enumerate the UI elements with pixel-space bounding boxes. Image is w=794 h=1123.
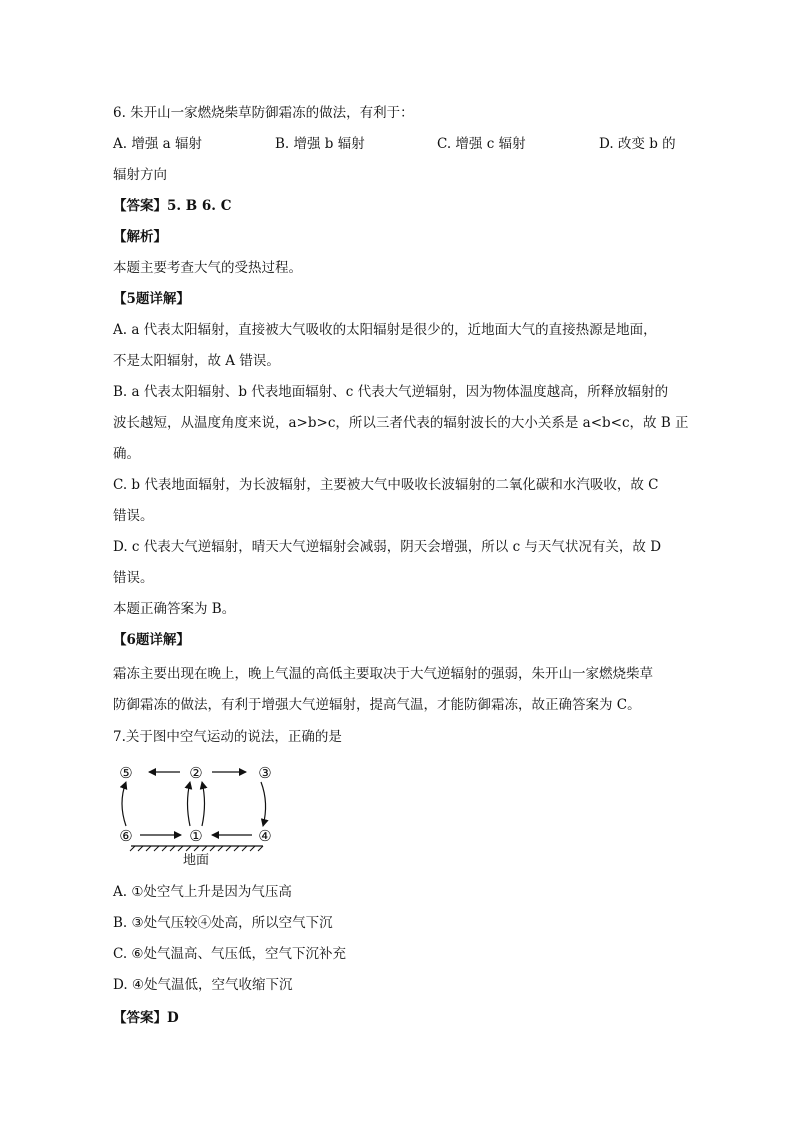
analysis-intro: 本题主要考查大气的受热过程。 [113, 260, 302, 276]
answer-5-6: 【答案】5. B 6. C [113, 198, 232, 214]
analysis-heading: 【解析】 [113, 229, 167, 245]
arrow-1-to-2-right [202, 782, 205, 826]
node-3-label: ③ [258, 764, 272, 782]
q7-option-b: B. ③处气压较④处高，所以空气下沉 [113, 915, 333, 931]
q7-option-c: C. ⑥处气温高、气压低，空气下沉补充 [113, 946, 347, 962]
q5-detail-heading: 【5题详解】 [113, 291, 190, 307]
q6-detail-heading: 【6题详解】 [113, 632, 190, 648]
q6-option-b: B. 增强 b 辐射 [275, 136, 365, 152]
answer-7: 【答案】D [113, 1010, 179, 1026]
q5-line: 波长越短，从温度角度来说，a>b>c，所以三者代表的辐射波长的大小关系是 a<b<c，故 B 正 [113, 415, 689, 431]
q6-option-d: D. 改变 b 的 [599, 136, 676, 152]
q5-line: 不是太阳辐射，故 A 错误。 [113, 353, 280, 369]
q6-stem: 6. 朱开山一家燃烧柴草防御霜冻的做法，有利于： [113, 105, 414, 121]
node-2-label: ② [189, 764, 203, 782]
q5-line: A. a 代表太阳辐射，直接被大气吸收的太阳辐射是很少的，近地面大气的直接热源是地面， [113, 322, 657, 338]
arrow-3-to-4 [261, 782, 266, 826]
node-4-label: ④ [258, 827, 272, 845]
q5-line: C. b 代表地面辐射，为长波辐射，主要被大气中吸收长波辐射的二氧化碳和水汽吸收，故 C [113, 477, 659, 493]
node-5-label: ⑤ [119, 764, 133, 782]
arrow-1-to-2-left [188, 782, 191, 826]
q5-line: D. c 代表大气逆辐射，晴天大气逆辐射会减弱，阴天会增强，所以 c 与天气状况有关，故 D [113, 539, 662, 555]
q6-line: 霜冻主要出现在晚上，晚上气温的高低主要取决于大气逆辐射的强弱，朱开山一家燃烧柴草 [113, 666, 653, 682]
q6-option-d-cont: 辐射方向 [113, 167, 167, 183]
node-6-label: ⑥ [119, 827, 133, 845]
q6-option-a: A. 增强 a 辐射 [113, 136, 202, 152]
ground-label: 地面 [182, 853, 210, 868]
q7-option-a: A. ①处空气上升是因为气压高 [113, 884, 292, 900]
q6-option-c: C. 增强 c 辐射 [437, 136, 526, 152]
q5-conclusion: 本题正确答案为 B。 [113, 601, 236, 617]
q5-line: 确。 [113, 446, 140, 462]
node-1-label: ① [189, 827, 203, 845]
q5-line: 错误。 [113, 508, 154, 524]
q7-stem: 7.关于图中空气运动的说法，正确的是 [113, 729, 342, 745]
q5-line: B. a 代表太阳辐射、b 代表地面辐射、c 代表大气逆辐射，因为物体温度越高，所释放辐射的 [113, 384, 669, 400]
q5-line: 错误。 [113, 570, 154, 586]
q7-option-d: D. ④处气温低，空气收缩下沉 [113, 977, 293, 993]
ground-hatch [130, 846, 263, 851]
q6-line: 防御霜冻的做法，有利于增强大气逆辐射，提高气温，才能防御霜冻，故正确答案为 C。 [113, 697, 641, 713]
air-circulation-diagram [113, 758, 283, 870]
arrow-6-to-5 [122, 782, 126, 826]
